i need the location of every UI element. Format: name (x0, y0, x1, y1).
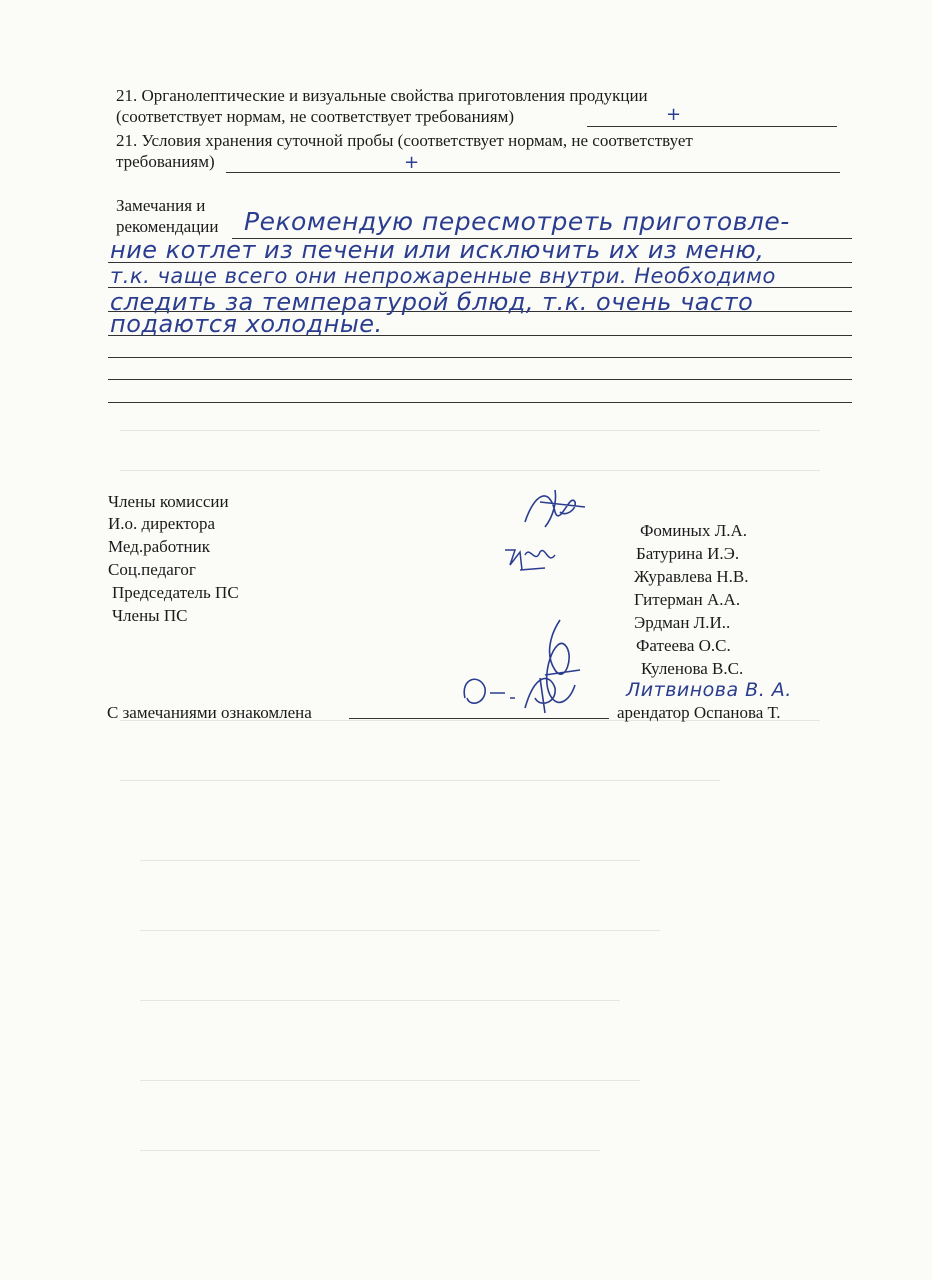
acknowledgement-signer: арендатор Оспанова Т. (617, 703, 781, 722)
commission-name: Куленова В.С. (641, 659, 744, 678)
commission-role: Соц.педагог (108, 560, 196, 579)
signature-medic (500, 540, 560, 580)
handwritten-name: Литвинова В. А. (626, 679, 792, 701)
commission-name: Батурина И.Э. (636, 544, 740, 563)
remarks-handwriting-line: ние котлет из печени или исключить их из меню, (110, 236, 765, 264)
commission-name: Фоминых Л.А. (640, 521, 748, 540)
item-21a-answer-line (587, 126, 837, 127)
item-21a-line2: (соответствует нормам, не соответствует требованиям) (116, 107, 515, 126)
commission-role: Мед.работник (108, 537, 210, 556)
item-21b-mark: + (404, 152, 420, 173)
item-21b-line1: 21. Условия хранения суточной пробы (соответствует нормам, не соответствует (116, 131, 693, 150)
commission-role: Члены комиссии (108, 492, 229, 511)
remarks-line (108, 357, 852, 358)
remarks-line (108, 402, 852, 403)
commission-role: Члены ПС (112, 606, 188, 625)
signature-director (515, 482, 595, 532)
remarks-handwriting-line: подаются холодные. (110, 310, 383, 338)
item-21b-answer-line (226, 172, 840, 173)
remarks-handwriting-line: т.к. чаще всего они непрожаренные внутри. Необходимо (110, 264, 776, 288)
acknowledgement-signature-line (349, 718, 609, 719)
item-21b-line2: требованиям) (116, 152, 215, 171)
item-21a-line1: 21. Органолептические и визуальные свойства приготовления продукции (116, 86, 648, 105)
remarks-label-line2: рекомендации (116, 217, 219, 236)
signature-tenant (455, 668, 575, 718)
item-21a-mark: + (666, 104, 682, 125)
commission-role: Председатель ПС (112, 583, 239, 602)
remarks-handwriting-line: Рекомендую пересмотреть приготовле- (244, 207, 790, 236)
commission-name: Журавлева Н.В. (634, 567, 749, 586)
remarks-handwriting-line: следить за температурой блюд, т.к. очень часто (110, 288, 754, 316)
commission-role: И.о. директора (108, 514, 216, 533)
remarks-label-line1: Замечания и (116, 196, 206, 215)
remarks-line (108, 379, 852, 380)
acknowledgement-label: С замечаниями ознакомлена (107, 703, 312, 722)
commission-name: Гитерман А.А. (634, 590, 741, 609)
commission-name: Эрдман Л.И.. (634, 613, 731, 632)
commission-name: Фатеева О.С. (636, 636, 731, 655)
